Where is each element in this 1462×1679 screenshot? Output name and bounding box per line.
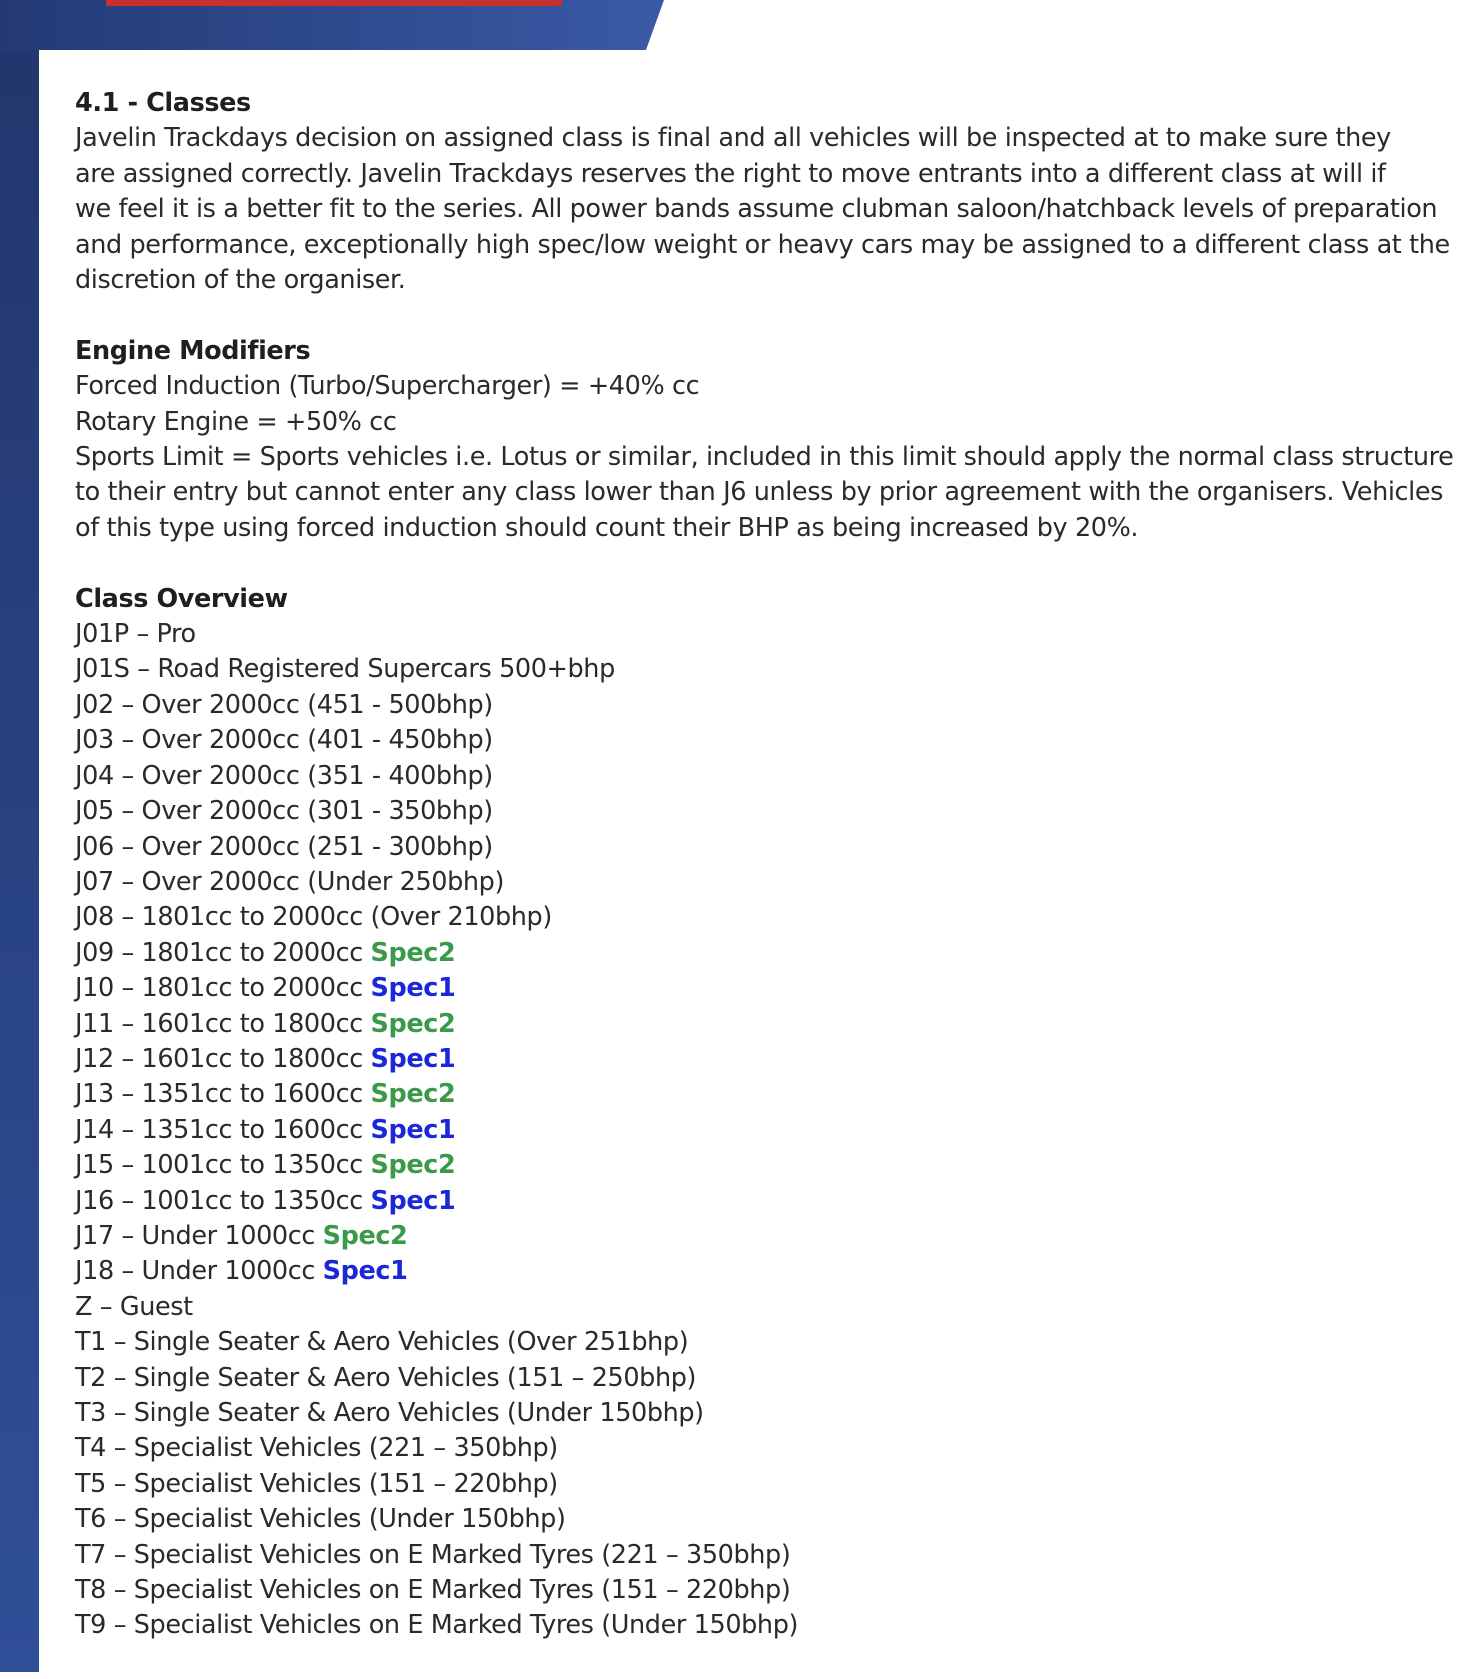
paragraph-line: are assigned correctly. Javelin Trackdays reserves the right to move entrants into a different class at will if bbox=[75, 158, 1386, 189]
class-label: J18 – Under 1000cc bbox=[75, 1256, 323, 1287]
class-list-item bbox=[75, 865, 1435, 900]
class-list-item bbox=[75, 1361, 1435, 1396]
spec2-badge: Spec2 bbox=[370, 1150, 456, 1181]
class-list-item bbox=[75, 723, 1435, 758]
class-list-item bbox=[75, 1396, 1435, 1431]
class-overview-list bbox=[75, 617, 1435, 1644]
class-label: T7 – Specialist Vehicles on E Marked Tyres (221 – 350bhp) bbox=[75, 1539, 791, 1570]
classes-section bbox=[75, 86, 1450, 298]
class-label: J04 – Over 2000cc (351 - 400bhp) bbox=[75, 760, 493, 791]
class-list-item bbox=[75, 1290, 1435, 1325]
class-list-item bbox=[75, 1219, 1435, 1254]
class-label: T5 – Specialist Vehicles (151 – 220bhp) bbox=[75, 1468, 558, 1499]
top-blue-banner bbox=[0, 0, 664, 50]
sports-limit-line: of this type using forced induction should count their BHP as being increased by 20%. bbox=[75, 512, 1139, 543]
class-label: T4 – Specialist Vehicles (221 – 350bhp) bbox=[75, 1433, 558, 1464]
class-list-item bbox=[75, 1113, 1435, 1148]
class-list-item bbox=[75, 1538, 1435, 1573]
class-label: J08 – 1801cc to 2000cc (Over 210bhp) bbox=[75, 902, 552, 933]
forced-induction-line: Forced Induction (Turbo/Supercharger) = +40% cc bbox=[75, 371, 700, 402]
class-list-item bbox=[75, 1431, 1435, 1466]
class-label: J16 – 1001cc to 1350cc bbox=[75, 1185, 371, 1216]
class-label: T2 – Single Seater & Aero Vehicles (151 – 250bhp) bbox=[75, 1362, 697, 1393]
class-list-item bbox=[75, 1042, 1435, 1077]
class-list-item bbox=[75, 971, 1435, 1006]
spec2-badge: Spec2 bbox=[370, 1079, 456, 1110]
spec2-badge: Spec2 bbox=[370, 1008, 456, 1039]
spec2-badge: Spec2 bbox=[370, 937, 456, 968]
class-list-item bbox=[75, 1573, 1435, 1608]
class-label: J09 – 1801cc to 2000cc bbox=[75, 937, 371, 968]
class-label: J01P – Pro bbox=[75, 619, 196, 650]
header-red-strip bbox=[106, 0, 562, 6]
class-label: Z – Guest bbox=[75, 1291, 193, 1322]
engine-modifiers-heading: Engine Modifiers bbox=[75, 335, 311, 366]
class-label: J14 – 1351cc to 1600cc bbox=[75, 1114, 371, 1145]
class-label: J12 – 1601cc to 1800cc bbox=[75, 1043, 371, 1074]
class-list-item bbox=[75, 1502, 1435, 1537]
spec1-badge: Spec1 bbox=[370, 1114, 456, 1145]
class-label: J01S – Road Registered Supercars 500+bhp bbox=[75, 654, 615, 685]
class-label: J15 – 1001cc to 1350cc bbox=[75, 1150, 371, 1181]
class-label: J13 – 1351cc to 1600cc bbox=[75, 1079, 371, 1110]
class-label: J02 – Over 2000cc (451 - 500bhp) bbox=[75, 689, 493, 720]
paragraph-line: discretion of the organiser. bbox=[75, 265, 406, 296]
class-label: J05 – Over 2000cc (301 - 350bhp) bbox=[75, 796, 493, 827]
paragraph-line: and performance, exceptionally high spec/low weight or heavy cars may be assigned to a different class at the bbox=[75, 229, 1450, 260]
paragraph-line: we feel it is a better fit to the series. All power bands assume clubman saloon/hatchback levels of preparation bbox=[75, 194, 1438, 225]
class-list-item bbox=[75, 1148, 1435, 1183]
class-label: T3 – Single Seater & Aero Vehicles (Under 150bhp) bbox=[75, 1398, 704, 1428]
class-list-item bbox=[75, 688, 1435, 723]
class-label: T9 – Specialist Vehicles on E Marked Tyres (Under 150bhp) bbox=[75, 1610, 799, 1641]
class-label: J17 – Under 1000cc bbox=[75, 1220, 323, 1251]
sports-limit-line: to their entry but cannot enter any class lower than J6 unless by prior agreement with the organisers. Vehicles bbox=[75, 477, 1444, 508]
spec1-badge: Spec1 bbox=[322, 1256, 408, 1287]
paragraph-line: Javelin Trackdays decision on assigned class is final and all vehicles will be inspected at to make sure they bbox=[75, 123, 1391, 154]
class-list-item bbox=[75, 1184, 1435, 1219]
class-list-item bbox=[75, 900, 1435, 935]
class-list-item bbox=[75, 652, 1435, 687]
class-list-item bbox=[75, 1325, 1435, 1360]
sports-limit-line: Sports Limit = Sports vehicles i.e. Lotus or similar, included in this limit should apply the normal class structure bbox=[75, 442, 1454, 473]
class-label: T1 – Single Seater & Aero Vehicles (Over 251bhp) bbox=[75, 1327, 689, 1358]
class-label: J10 – 1801cc to 2000cc bbox=[75, 973, 371, 1004]
class-label: J11 – 1601cc to 1800cc bbox=[75, 1008, 371, 1039]
class-list-item bbox=[75, 830, 1435, 865]
class-list-item bbox=[75, 1077, 1435, 1112]
class-list-item bbox=[75, 794, 1435, 829]
class-list-item bbox=[75, 1467, 1435, 1502]
class-overview-section bbox=[75, 582, 1435, 1644]
rotary-engine-line: Rotary Engine = +50% cc bbox=[75, 406, 397, 437]
class-list-item bbox=[75, 1007, 1435, 1042]
class-list-item bbox=[75, 1608, 1435, 1643]
spec1-badge: Spec1 bbox=[370, 973, 456, 1004]
spec2-badge: Spec2 bbox=[322, 1220, 408, 1251]
class-list-item bbox=[75, 759, 1435, 794]
class-label: J07 – Over 2000cc (Under 250bhp) bbox=[75, 866, 505, 897]
class-label: T8 – Specialist Vehicles on E Marked Tyres (151 – 220bhp) bbox=[75, 1575, 791, 1606]
class-list-item bbox=[75, 936, 1435, 971]
class-label: J06 – Over 2000cc (251 - 300bhp) bbox=[75, 831, 493, 862]
class-list-item bbox=[75, 617, 1435, 652]
classes-heading: 4.1 - Classes bbox=[75, 88, 251, 118]
engine-modifiers-section bbox=[75, 334, 1454, 546]
spec1-badge: Spec1 bbox=[370, 1043, 456, 1074]
spec1-badge: Spec1 bbox=[370, 1185, 456, 1216]
document-body bbox=[75, 86, 1454, 1679]
class-overview-heading: Class Overview bbox=[75, 583, 288, 614]
engine-modifiers-text bbox=[75, 369, 1454, 546]
class-label: J03 – Over 2000cc (401 - 450bhp) bbox=[75, 725, 493, 756]
class-list-item bbox=[75, 1254, 1435, 1289]
classes-paragraph bbox=[75, 121, 1450, 298]
class-label: T6 – Specialist Vehicles (Under 150bhp) bbox=[75, 1504, 566, 1535]
left-blue-band bbox=[0, 0, 39, 1672]
